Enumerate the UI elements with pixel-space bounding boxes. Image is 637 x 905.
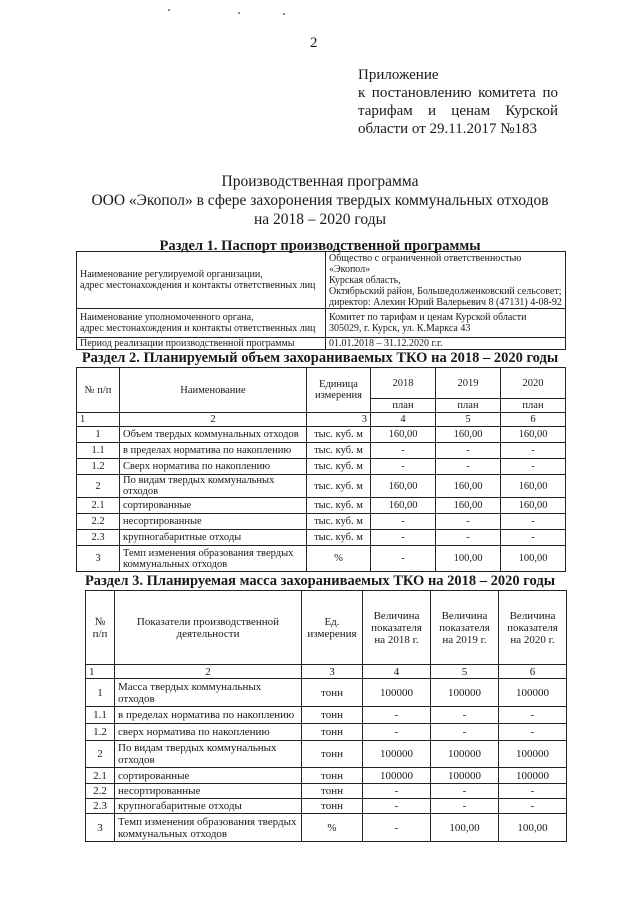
table-row	[77, 530, 566, 546]
row-value: 160,00	[371, 427, 436, 443]
passport-table	[76, 251, 566, 350]
row-value: -	[431, 784, 499, 799]
row-value: -	[371, 514, 436, 530]
table-row	[77, 252, 566, 309]
row-name: По видам твердых коммунальных отходов	[115, 741, 302, 768]
row-name: сортированные	[120, 498, 307, 514]
table-row	[77, 427, 566, 443]
text-line: «Экопол»	[329, 263, 371, 275]
row-value: 100000	[499, 679, 567, 707]
table-row	[86, 799, 567, 814]
title-line: ООО «Экопол» в сфере захоронения твердых коммунальных отходов	[91, 192, 549, 209]
row-value: -	[363, 784, 431, 799]
table-row	[77, 546, 566, 572]
section3-heading: Раздел 3. Планируемая масса захораниваемых ТКО на 2018 – 2020 годы	[84, 573, 556, 589]
row-num: 2.3	[86, 799, 115, 814]
row-value: -	[436, 530, 501, 546]
table-row	[77, 498, 566, 514]
row-unit: тыс. куб. м	[307, 427, 371, 443]
header-num: № п/п	[86, 591, 115, 665]
row-value: 160,00	[371, 475, 436, 498]
row-num: 1.2	[77, 459, 120, 475]
passport-value: 01.01.2018 – 31.12.2020 г.г.	[326, 338, 566, 350]
header-year: 2020	[501, 368, 566, 399]
table-row	[77, 443, 566, 459]
index-cell: 2	[120, 413, 307, 427]
row-unit: тонн	[302, 799, 363, 814]
header-name: Показатели производственной деятельности	[115, 591, 302, 665]
row-num: 3	[77, 546, 120, 572]
row-value: 100,00	[501, 546, 566, 572]
row-value: 100000	[363, 768, 431, 784]
page-number: 2	[310, 35, 318, 51]
index-cell: 3	[302, 665, 363, 679]
header-plan: план	[436, 399, 501, 413]
passport-label	[77, 252, 326, 309]
title-line: Производственная программа	[221, 173, 419, 190]
index-cell: 6	[501, 413, 566, 427]
header-name: Наименование	[120, 368, 307, 413]
row-value: -	[363, 724, 431, 741]
row-num: 1.1	[77, 443, 120, 459]
row-value: 100,00	[436, 546, 501, 572]
passport-value	[326, 252, 566, 309]
header-unit: Единица измерения	[307, 368, 371, 413]
row-name: Сверх норматива по накоплению	[120, 459, 307, 475]
row-unit: тыс. куб. м	[307, 475, 371, 498]
table-row	[77, 459, 566, 475]
row-value: -	[436, 514, 501, 530]
row-value: -	[501, 443, 566, 459]
row-value: 100,00	[431, 814, 499, 842]
header-year: 2018	[371, 368, 436, 399]
row-num: 1.2	[86, 724, 115, 741]
table-row	[86, 814, 567, 842]
index-cell: 4	[363, 665, 431, 679]
row-num: 2	[77, 475, 120, 498]
index-cell: 2	[115, 665, 302, 679]
row-unit: тонн	[302, 724, 363, 741]
text-line: Наименование регулируемой организации,	[80, 269, 263, 280]
row-value: 160,00	[501, 498, 566, 514]
row-value: -	[431, 707, 499, 724]
table-row	[77, 514, 566, 530]
row-num: 1.1	[86, 707, 115, 724]
table-header-row	[77, 368, 566, 399]
index-cell: 6	[499, 665, 567, 679]
index-cell: 5	[431, 665, 499, 679]
row-name: крупногабаритные отходы	[120, 530, 307, 546]
row-num: 2.1	[86, 768, 115, 784]
row-name: в пределах норматива по накоплению	[115, 707, 302, 724]
passport-label	[77, 309, 326, 338]
row-name: Объем твердых коммунальных отходов	[120, 427, 307, 443]
row-unit: тонн	[302, 768, 363, 784]
row-name: в пределах норматива по накоплению	[120, 443, 307, 459]
row-value: 100,00	[499, 814, 567, 842]
row-unit: тыс. куб. м	[307, 459, 371, 475]
mass-table	[85, 590, 567, 842]
row-value: 100000	[431, 768, 499, 784]
row-unit: тыс. куб. м	[307, 443, 371, 459]
header-unit: Ед. измерения	[302, 591, 363, 665]
row-value: 100000	[363, 679, 431, 707]
section2-heading: Раздел 2. Планируемый объем захораниваемых ТКО на 2018 – 2020 годы	[81, 350, 559, 366]
row-value: 160,00	[436, 498, 501, 514]
annex-line: области от 29.11.2017 №183	[358, 121, 538, 137]
table-header-row	[86, 591, 567, 665]
header-plan: план	[501, 399, 566, 413]
volume-table	[76, 367, 566, 572]
title-line: на 2018 – 2020 годы	[254, 211, 386, 228]
row-value: -	[371, 459, 436, 475]
text-line: Октябрьский район, Большедолженковский сельсовет;	[329, 285, 562, 297]
header-year: Величина показателя на 2018 г.	[363, 591, 431, 665]
row-name: Темп изменения образования твердых коммунальных отходов	[115, 814, 302, 842]
row-value: -	[501, 530, 566, 546]
row-value: -	[501, 514, 566, 530]
row-unit: тонн	[302, 784, 363, 799]
header-year: Величина показателя на 2020 г.	[499, 591, 567, 665]
row-value: 160,00	[501, 475, 566, 498]
row-unit: %	[302, 814, 363, 842]
row-num: 3	[86, 814, 115, 842]
table-row	[86, 707, 567, 724]
annex-line: тарифам и ценам Курской	[358, 103, 558, 119]
header-year: Величина показателя на 2019 г.	[431, 591, 499, 665]
row-num: 2.2	[77, 514, 120, 530]
text-line: Наименование уполномоченного органа,	[80, 312, 254, 323]
section1-heading: Раздел 1. Паспорт производственной программы	[159, 238, 481, 254]
row-unit: тыс. куб. м	[307, 498, 371, 514]
row-unit: тонн	[302, 679, 363, 707]
row-value: -	[499, 784, 567, 799]
table-row	[77, 338, 566, 350]
row-name: Масса твердых коммунальных отходов	[115, 679, 302, 707]
table-row	[86, 724, 567, 741]
row-value: 100000	[499, 768, 567, 784]
table-row	[86, 741, 567, 768]
row-value: -	[501, 459, 566, 475]
table-row	[86, 768, 567, 784]
row-value: -	[363, 799, 431, 814]
annex-line: к постановлению комитета по	[358, 85, 558, 101]
index-cell: 5	[436, 413, 501, 427]
row-value: 100000	[363, 741, 431, 768]
row-value: 160,00	[371, 498, 436, 514]
row-value: -	[499, 724, 567, 741]
row-name: По видам твердых коммунальных отходов	[120, 475, 307, 498]
row-num: 1	[77, 427, 120, 443]
text-line: Общество с ограниченной ответственностью	[329, 252, 522, 264]
row-value: 160,00	[436, 475, 501, 498]
row-value: -	[371, 546, 436, 572]
text-line: адрес местонахождения и контакты ответственных лиц	[80, 280, 316, 291]
annex-block	[358, 66, 558, 138]
row-name: крупногабаритные отходы	[115, 799, 302, 814]
header-plan: план	[371, 399, 436, 413]
header-num: № п/п	[77, 368, 120, 413]
passport-value	[326, 309, 566, 338]
row-num: 2.1	[77, 498, 120, 514]
text-line: директор: Алехин Юрий Валерьевич 8 (47131) 4-08-92	[329, 296, 562, 308]
row-name: Темп изменения образования твердых коммунальных отходов	[120, 546, 307, 572]
row-value: -	[371, 443, 436, 459]
row-value: -	[431, 799, 499, 814]
row-value: -	[431, 724, 499, 741]
row-num: 2.2	[86, 784, 115, 799]
text-line: 305029, г. Курск, ул. К.Маркса 43	[329, 323, 471, 334]
row-name: несортированные	[120, 514, 307, 530]
row-name: сверх норматива по накоплению	[115, 724, 302, 741]
row-value: 100000	[431, 741, 499, 768]
row-value: -	[436, 459, 501, 475]
row-value: -	[371, 530, 436, 546]
row-value: -	[499, 799, 567, 814]
text-line: Комитет по тарифам и ценам Курской области	[329, 312, 527, 323]
row-value: -	[499, 707, 567, 724]
row-value: 100000	[499, 741, 567, 768]
table-row	[86, 679, 567, 707]
row-value: 160,00	[501, 427, 566, 443]
row-name: сортированные	[115, 768, 302, 784]
index-cell: 4	[371, 413, 436, 427]
index-cell: 1	[77, 413, 120, 427]
text-line: Курская область,	[329, 274, 401, 286]
row-num: 1	[86, 679, 115, 707]
row-value: -	[363, 814, 431, 842]
row-num: 2	[86, 741, 115, 768]
row-value: -	[363, 707, 431, 724]
row-unit: %	[307, 546, 371, 572]
row-name: несортированные	[115, 784, 302, 799]
row-unit: тыс. куб. м	[307, 514, 371, 530]
table-row	[77, 475, 566, 498]
text-line: адрес местонахождения и контакты ответственных лиц	[80, 323, 316, 334]
row-unit: тонн	[302, 741, 363, 768]
row-value: 160,00	[436, 427, 501, 443]
index-row	[86, 665, 567, 679]
table-row	[86, 784, 567, 799]
document-title	[60, 172, 580, 229]
header-year: 2019	[436, 368, 501, 399]
row-num: 2.3	[77, 530, 120, 546]
index-row	[77, 413, 566, 427]
table-row	[77, 309, 566, 338]
index-cell: 1	[86, 665, 115, 679]
row-value: 100000	[431, 679, 499, 707]
index-cell: 3	[307, 413, 371, 427]
passport-label: Период реализации производственной программы	[77, 338, 326, 350]
row-unit: тонн	[302, 707, 363, 724]
annex-line: Приложение	[358, 67, 439, 83]
row-value: -	[436, 443, 501, 459]
row-unit: тыс. куб. м	[307, 530, 371, 546]
